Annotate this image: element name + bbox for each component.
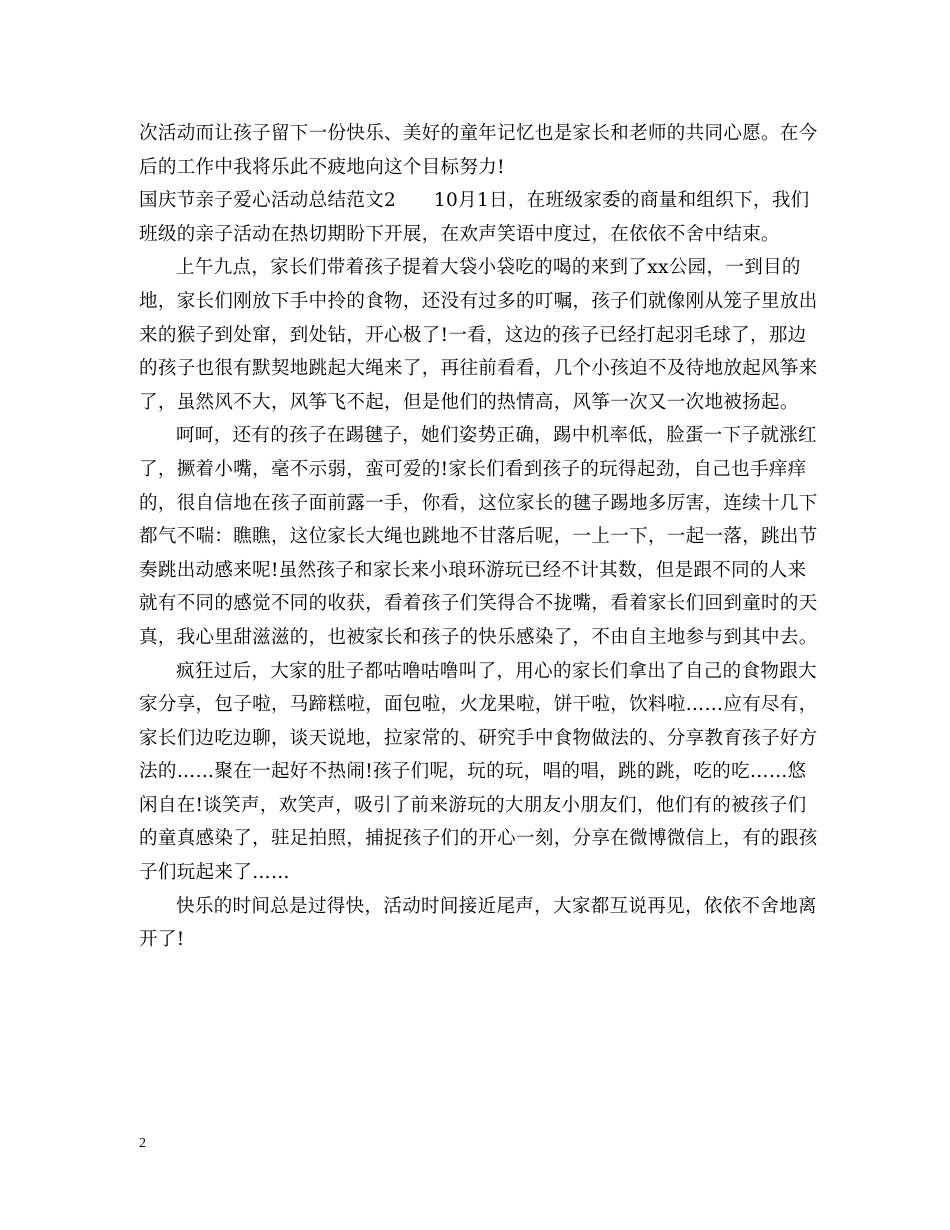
text-line: 真，我心里甜滋滋的，也被家长和孩子的快乐感染了，不由自主地参与到其中去。 (139, 626, 818, 648)
text-line: 法的……聚在一起好不热闹!孩子们呢，玩的玩，唱的唱，跳的跳，吃的吃……悠 (139, 761, 807, 783)
paragraph-first-line: 快乐的时间总是过得快，活动时间接近尾声，大家都互说再见，依依不舍地离 (176, 895, 817, 917)
text-line: 了，撅着小嘴，毫不示弱，蛮可爱的!家长们看到孩子的玩得起劲，自己也手痒痒 (139, 458, 807, 480)
paragraph-first-line: 上午九点，家长们带着孩子提着大袋小袋吃的喝的来到了xx公园，一到目的 (176, 257, 801, 279)
paragraph-first-line: 呵呵，还有的孩子在踢毽子，她们姿势正确，踢中机率低，脸蛋一下子就涨红 (176, 425, 817, 447)
text-line: 子们玩起来了…… (139, 862, 290, 884)
text-line: 家长们边吃边聊，谈天说地，拉家常的、研究手中食物做法的、分享教育孩子好方 (139, 727, 818, 749)
text-line: 的童真感染了，驻足拍照，捕捉孩子们的开心一刻，分享在微博微信上，有的跟孩 (139, 828, 818, 850)
text-line: 次活动而让孩子留下一份快乐、美好的童年记忆也是家长和老师的共同心愿。在今 (139, 123, 818, 144)
text-line: 了，虽然风不大，风筝飞不起，但是他们的热情高，风筝一次又一次地被扬起。 (139, 391, 799, 413)
text-line: 奏跳出动感来呢!虽然孩子和家长来小琅环游玩已经不计其数，但是跟不同的人来 (139, 559, 807, 581)
paragraph-first-line: 疯狂过后，大家的肚子都咕噜咕噜叫了，用心的家长们拿出了自己的食物跟大 (176, 660, 817, 682)
text-line: 后的工作中我将乐此不疲地向这个目标努力! (139, 156, 505, 178)
text-line: 闲自在!谈笑声，欢笑声，吸引了前来游玩的大朋友小朋友们，他们有的被孩子们 (139, 794, 807, 816)
text-line: 的孩子也很有默契地跳起大绳来了，再往前看看，几个小孩迫不及待地放起风筝来 (139, 358, 818, 380)
text-line: 开了! (139, 929, 185, 951)
text-line: 班级的亲子活动在热切期盼下开展，在欢声笑语中度过，在依依不舍中结束。 (139, 223, 780, 245)
document-body (139, 117, 818, 957)
text-line: 地，家长们刚放下手中拎的食物，还没有过多的叮嘱，孩子们就像刚从笼子里放出 (139, 290, 818, 312)
text-line: 的，很自信地在孩子面前露一手，你看，这位家长的毽子踢地多厉害，连续十几下 (139, 492, 818, 514)
text-line: 来的猴子到处窜，到处钻，开心极了!一看，这边的孩子已经打起羽毛球了，那边 (139, 324, 807, 346)
text-line: 家分享，包子啦，马蹄糕啦，面包啦，火龙果啦，饼干啦，饮料啦……应有尽有， (139, 694, 818, 716)
text-line: 都气不喘：瞧瞧，这位家长大绳也跳地不甘落后呢，一上一下，一起一落，跳出节 (139, 526, 818, 548)
page-number: 2 (139, 1136, 146, 1151)
text-line: 就有不同的感觉不同的收获，看着孩子们笑得合不拢嘴，看着家长们回到童时的天 (139, 593, 818, 615)
text-line: 国庆节亲子爱心活动总结范文2 10月1日，在班级家委的商量和组织下，我们 (139, 190, 810, 212)
